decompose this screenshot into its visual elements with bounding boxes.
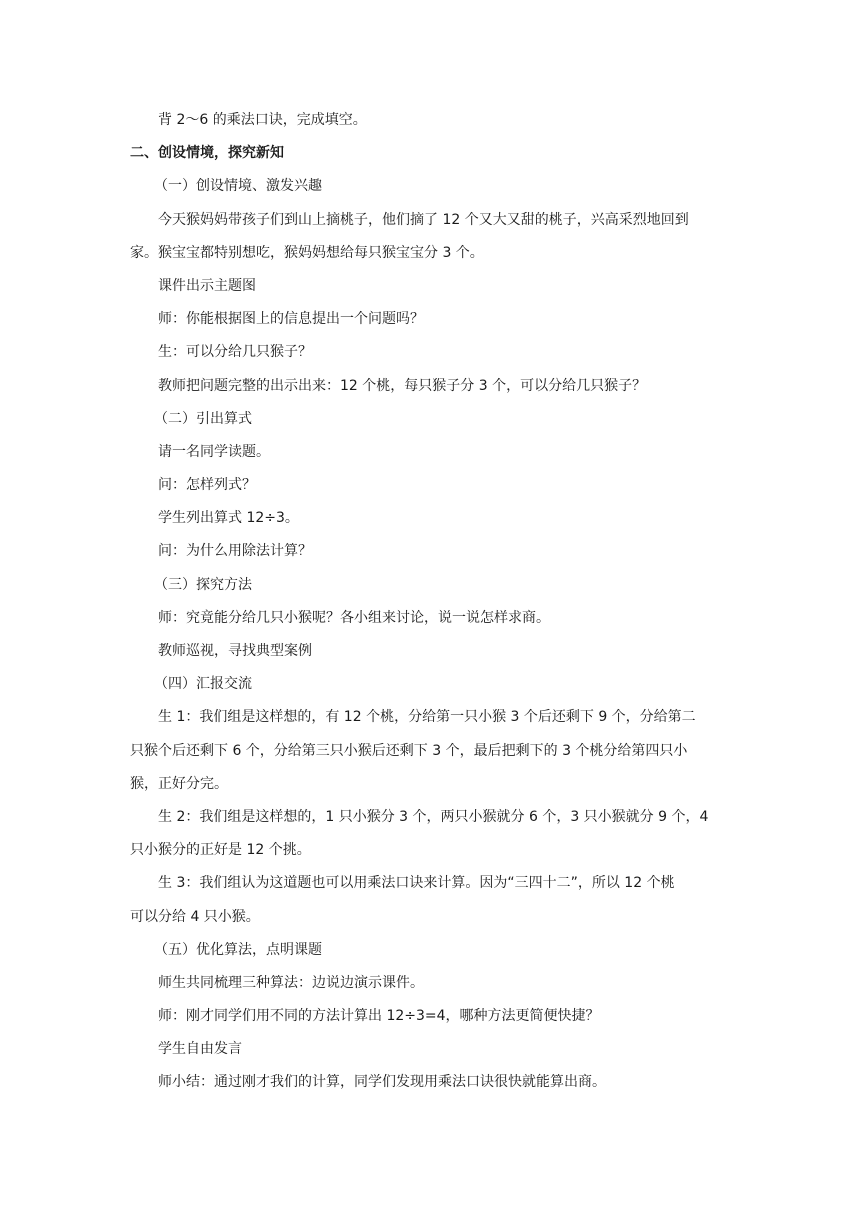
paragraph-line: 可以分给 4 只小猴。: [130, 908, 260, 925]
paragraph-line: 师生共同梳理三种算法：边说边演示课件。: [158, 974, 424, 991]
paragraph-line: 师：你能根据图上的信息提出一个问题吗？: [158, 311, 424, 328]
paragraph-line: 猴，正好分完。: [130, 775, 228, 792]
paragraph-line: 学生自由发言: [158, 1041, 242, 1058]
paragraph-line: 师小结：通过刚才我们的计算，同学们发现用乘法口诀很快就能算出商。: [158, 1074, 606, 1091]
subsection-heading: （二）引出算式: [154, 410, 252, 427]
paragraph-line: 教师巡视，寻找典型案例: [158, 643, 312, 659]
paragraph-line: 课件出示主题图: [158, 277, 256, 294]
paragraph-line: 家。猴宝宝都特别想吃，猴妈妈想给每只猴宝宝分 3 个。: [130, 244, 484, 261]
paragraph-line: 学生列出算式 12÷3。: [158, 510, 299, 527]
paragraph-line: 教师把问题完整的出示出来：12 个桃，每只猴子分 3 个，可以分给几只猴子？: [158, 377, 647, 394]
subsection-heading: （五）优化算法，点明课题: [154, 941, 322, 958]
paragraph-line: 问：为什么用除法计算？: [158, 543, 312, 560]
paragraph-line: 只小猴分的正好是 12 个挑。: [130, 842, 311, 859]
paragraph-line: 生：可以分给几只猴子？: [158, 344, 312, 361]
document-body: [130, 104, 730, 1100]
subsection-heading: （三）探究方法: [154, 576, 252, 593]
paragraph-line: 问：怎样列式？: [158, 477, 256, 494]
paragraph-line: 请一名同学读题。: [158, 443, 270, 460]
paragraph-line: 师：究竟能分给几只小猴呢？各小组来讨论，说一说怎样求商。: [158, 609, 550, 626]
subsection-heading: （四）汇报交流: [154, 676, 252, 693]
section-heading: 二、创设情境，探究新知: [130, 145, 284, 162]
paragraph-line: 师：刚才同学们用不同的方法计算出 12÷3=4，哪种方法更简便快捷？: [158, 1008, 600, 1025]
subsection-heading: （一）创设情境、激发兴趣: [154, 178, 322, 195]
paragraph-line: 背 2～6 的乘法口诀，完成填空。: [158, 112, 367, 128]
paragraph-line: 生 1：我们组是这样想的，有 12 个桃，分给第一只小猴 3 个后还剩下 9 个，分给第二: [158, 709, 696, 726]
paragraph-line: 生 3：我们组认为这道题也可以用乘法口诀来计算。因为“三四十二”，所以 12 个桃: [158, 875, 675, 892]
paragraph-line: 今天猴妈妈带孩子们到山上摘桃子，他们摘了 12 个又大又甜的桃子，兴高采烈地回到: [158, 211, 689, 228]
paragraph-line: 只猴个后还剩下 6 个，分给第三只小猴后还剩下 3 个，最后把剩下的 3 个桃分给第四只小: [130, 742, 688, 759]
paragraph-line: 生 2：我们组是这样想的，1 只小猴分 3 个，两只小猴就分 6 个，3 只小猴就分 9 个，4: [158, 808, 709, 825]
